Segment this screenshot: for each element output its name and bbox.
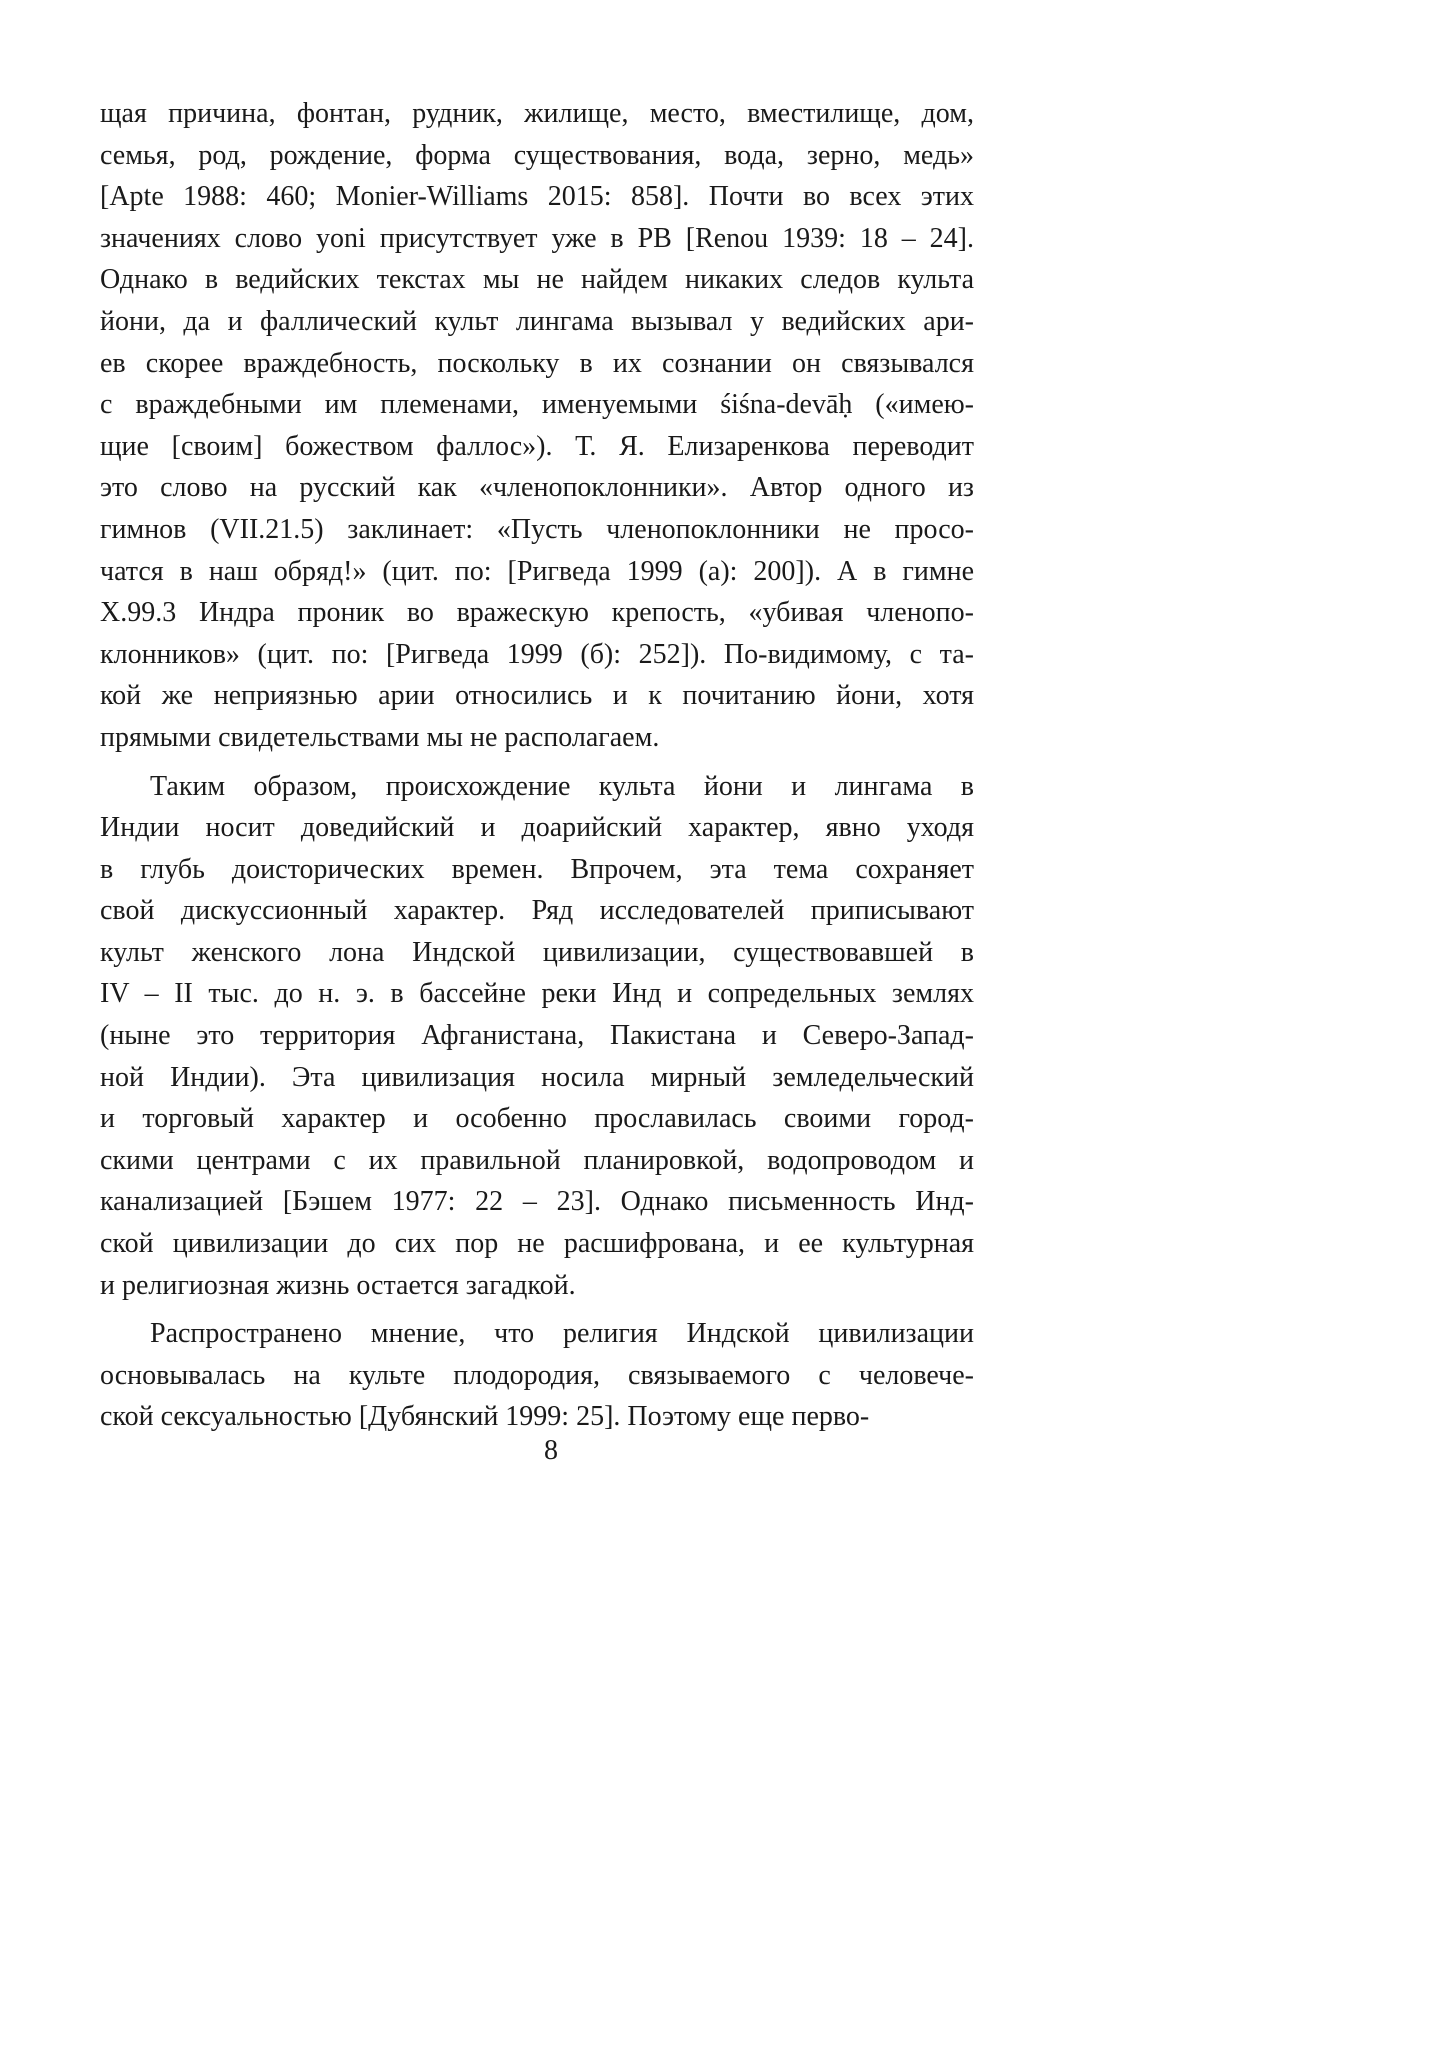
- text-line: ной Индии). Эта цивилизация носила мирный земледельческий: [100, 1061, 974, 1093]
- text-line: кой же неприязнью арии относились и к почитанию йони, хотя: [100, 680, 974, 712]
- text-line: клонников» (цит. по: [Ригведа 1999 (б): 252]). По-видимому, с та-: [100, 638, 974, 670]
- text-line: и религиозная жизнь остается загадкой.: [100, 1269, 576, 1301]
- text-line: щие [своим] божеством фаллос»). Т. Я. Елизаренкова переводит: [100, 430, 974, 462]
- text-line: Распространено мнение, что религия Индской цивилизации: [150, 1318, 974, 1350]
- text-line: с враждебными им племенами, именуемыми śiśna-devāḥ («имею-: [100, 389, 974, 421]
- text-line: культ женского лона Индской цивилизации, существовавшей в: [100, 936, 974, 968]
- text-line: скими центрами с их правильной планировкой, водопроводом и: [100, 1144, 974, 1176]
- text-line: ской цивилизации до сих пор не расшифрована, и ее культурная: [100, 1228, 974, 1260]
- body-text: [100, 93, 974, 1438]
- text-line: это слово на русский как «членопоклонники». Автор одного из: [100, 472, 974, 504]
- text-line: Таким образом, происхождение культа йони и лингама в: [150, 770, 974, 802]
- text-line: X.99.3 Индра проник во вражескую крепость, «убивая членопо-: [100, 597, 974, 629]
- paragraph-gap: [100, 759, 974, 766]
- text-line: свой дискуссионный характер. Ряд исследователей приписывают: [100, 895, 974, 927]
- paragraph: [100, 1313, 974, 1438]
- text-line: основывалась на культе плодородия, связываемого с человече-: [100, 1359, 974, 1391]
- paragraph-gap: [100, 1306, 974, 1313]
- text-line: щая причина, фонтан, рудник, жилище, место, вместилище, дом,: [100, 98, 974, 129]
- text-line: прямыми свидетельствами мы не располагаем.: [100, 721, 660, 753]
- text-line: ской сексуальностью [Дубянский 1999: 25]. Поэтому еще перво-: [100, 1401, 870, 1433]
- text-line: гимнов (VII.21.5) заклинает: «Пусть членопоклонники не просо-: [100, 513, 974, 545]
- text-line: значениях слово yoni присутствует уже в РВ [Renou 1939: 18 – 24].: [100, 222, 974, 254]
- text-line: в глубь доисторических времен. Впрочем, эта тема сохраняет: [100, 853, 974, 885]
- text-line: чатся в наш обряд!» (цит. по: [Ригведа 1999 (а): 200]). А в гимне: [100, 555, 974, 587]
- text-line: (ныне это территория Афганистана, Пакистана и Северо-Запад-: [100, 1020, 974, 1052]
- page-number: 8: [544, 1435, 558, 1466]
- text-line: [Apte 1988: 460; Monier-Williams 2015: 858]. Почти во всех этих: [100, 181, 974, 213]
- text-line: и торговый характер и особенно прославилась своими город-: [100, 1103, 974, 1135]
- text-line: семья, род, рождение, форма существования, вода, зерно, медь»: [100, 139, 974, 171]
- paragraph: [100, 93, 974, 759]
- text-line: йони, да и фаллический культ лингама вызывал у ведийских ари-: [100, 305, 974, 337]
- text-line: IV – II тыс. до н. э. в бассейне реки Инд и сопредельных землях: [100, 978, 974, 1010]
- paragraph: [100, 766, 974, 1307]
- text-line: ев скорее враждебность, поскольку в их сознании он связывался: [100, 347, 974, 379]
- text-line: Индии носит доведийский и доарийский характер, явно уходя: [100, 812, 974, 844]
- text-line: канализацией [Бэшем 1977: 22 – 23]. Однако письменность Инд-: [100, 1186, 974, 1218]
- text-line: Однако в ведийских текстах мы не найдем никаких следов культа: [100, 264, 974, 296]
